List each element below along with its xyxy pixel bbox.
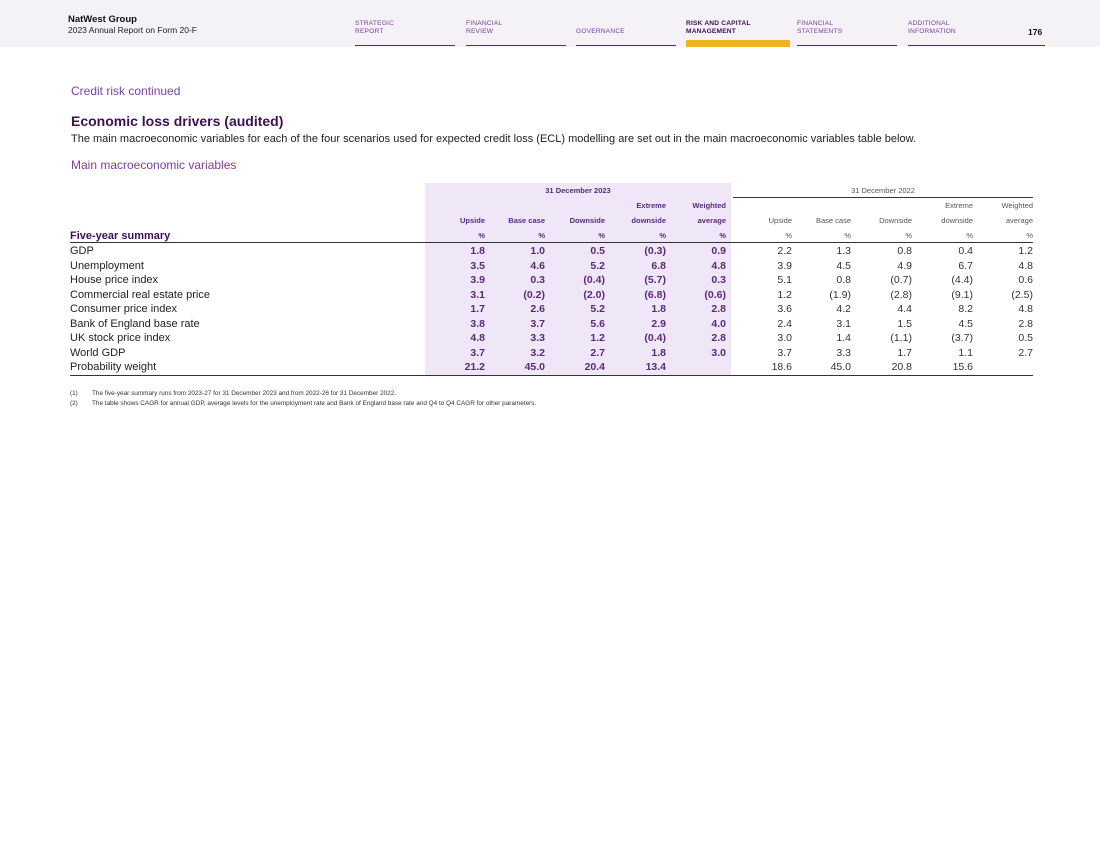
- cell-2023: 3.9: [470, 274, 485, 286]
- cell-2023: 4.8: [711, 259, 726, 272]
- cell-2022: 45.0: [830, 361, 851, 373]
- section-label: Credit risk continued: [71, 84, 181, 98]
- cell-2022: 4.8: [1018, 259, 1033, 272]
- header-bottom-rule: [70, 242, 1033, 243]
- column-header-line2: Upside: [768, 216, 792, 225]
- page-title: Economic loss drivers (audited): [71, 113, 284, 129]
- cell-2023: 4.8: [470, 332, 485, 344]
- row-header-label: Five-year summary: [70, 230, 171, 242]
- cell-2022: 3.3: [836, 346, 851, 359]
- footnotes: [70, 389, 536, 408]
- cell-2023: 1.0: [530, 245, 545, 257]
- cell-2022: 4.2: [836, 303, 851, 315]
- cell-2023: 2.8: [711, 303, 726, 315]
- cell-2022: 1.7: [897, 346, 912, 359]
- nav-label-line1: FINANCIAL: [466, 20, 503, 27]
- column-unit: %: [478, 231, 485, 240]
- row-label: Commercial real estate price: [70, 288, 210, 301]
- cell-2022: 2.2: [777, 245, 792, 257]
- table-row: [70, 260, 1033, 275]
- report-title: 2023 Annual Report on Form 20-F: [68, 25, 197, 35]
- footnote: [70, 389, 536, 399]
- cell-2022: 4.5: [958, 317, 973, 330]
- cell-2023: 5.2: [590, 259, 605, 272]
- cell-2023: 0.3: [711, 274, 726, 286]
- cell-2022: 1.5: [897, 317, 912, 330]
- column-unit: %: [538, 231, 545, 240]
- nav-label-line2: REPORT: [355, 27, 384, 35]
- cell-2023: 2.6: [530, 303, 545, 315]
- cell-2023: 0.3: [530, 274, 545, 286]
- period-header-2023: 31 December 2023: [545, 186, 611, 195]
- cell-2023: 2.7: [590, 346, 605, 359]
- nav-label-line1: ADDITIONAL: [908, 20, 950, 27]
- column-header-line1: Extreme: [945, 201, 973, 210]
- footnote-text: The table shows CAGR for annual GDP, average levels for the unemployment rate and Bank of England base rate and Q4 to Q4 CAGR for other parameters.: [92, 399, 537, 407]
- column-header-line2: Upside: [459, 216, 485, 225]
- column-unit: %: [785, 231, 792, 240]
- cell-2022: 1.1: [958, 346, 973, 359]
- table-row: [70, 347, 1033, 362]
- cell-2023: 3.5: [470, 259, 485, 272]
- footnote-marker: (2): [70, 399, 78, 407]
- cell-2023: (0.4): [583, 274, 605, 286]
- nav-underline: [797, 45, 897, 46]
- cell-2023: (6.8): [644, 288, 666, 301]
- cell-2022: 15.6: [952, 361, 973, 373]
- cell-2022: 0.6: [1018, 274, 1033, 286]
- column-header-line2: downside: [631, 216, 666, 225]
- column-header-line2: Base case: [508, 216, 545, 225]
- column-header-line2: Downside: [879, 216, 912, 225]
- column-unit: %: [719, 231, 726, 240]
- cell-2022: (1.9): [829, 288, 851, 301]
- column-header-line2: Base case: [815, 216, 851, 225]
- cell-2023: 20.4: [584, 361, 605, 373]
- cell-2023: 2.8: [711, 332, 726, 344]
- cell-2023: 3.8: [470, 317, 485, 330]
- cell-2023: (0.6): [704, 288, 726, 301]
- cell-2023: (0.4): [644, 332, 666, 344]
- cell-2022: 2.8: [1018, 317, 1033, 330]
- row-label: World GDP: [70, 346, 126, 359]
- nav-label-line2: GOVERNANCE: [576, 27, 625, 35]
- company-name: NatWest Group: [68, 14, 137, 25]
- cell-2022: (4.4): [951, 274, 973, 286]
- column-header-line2: average: [697, 216, 726, 225]
- table-row: [70, 274, 1033, 289]
- cell-2023: (0.2): [523, 288, 545, 301]
- cell-2022: (2.8): [890, 288, 912, 301]
- cell-2022: 0.8: [897, 245, 912, 257]
- cell-2022: 4.8: [1018, 303, 1033, 315]
- table-row: [70, 289, 1033, 304]
- cell-2023: 3.7: [470, 346, 485, 359]
- cell-2022: 3.1: [836, 317, 851, 330]
- column-unit: %: [905, 231, 912, 240]
- cell-2022: 5.1: [777, 274, 792, 286]
- footnote: [70, 399, 536, 409]
- cell-2023: (2.0): [583, 288, 605, 301]
- column-header-line1: Weighted: [1001, 201, 1033, 210]
- table-row: [70, 245, 1033, 260]
- nav-label-line2: REVIEW: [466, 27, 494, 35]
- nav-underline: [466, 45, 566, 46]
- cell-2022: 0.8: [836, 274, 851, 286]
- row-label: Consumer price index: [70, 303, 177, 315]
- period-header-2022: 31 December 2022: [851, 186, 915, 195]
- cell-2023: 0.9: [711, 245, 726, 257]
- table-row: [70, 318, 1033, 333]
- footnote-text: The five-year summary runs from 2023-27 for 31 December 2023 and from 2022-26 for 31 December 2022.: [92, 390, 397, 397]
- cell-2023: 1.7: [470, 303, 485, 315]
- cell-2022: 1.2: [777, 288, 792, 301]
- nav-underline: [355, 45, 455, 46]
- cell-2023: 1.8: [470, 245, 485, 257]
- row-label: GDP: [70, 245, 94, 257]
- column-unit: %: [659, 231, 666, 240]
- cell-2023: 0.5: [590, 245, 605, 257]
- table-row: [70, 332, 1033, 347]
- period-rule-2022: [733, 197, 1033, 198]
- cell-2023: 45.0: [524, 361, 545, 373]
- nav-active-indicator: [686, 40, 790, 47]
- cell-2022: 6.7: [958, 259, 973, 272]
- cell-2022: 3.0: [777, 332, 792, 344]
- column-header-line1: Weighted: [692, 201, 726, 210]
- cell-2022: 3.7: [777, 346, 792, 359]
- nav-label-line1: RISK AND CAPITAL: [686, 20, 751, 27]
- row-label: Probability weight: [70, 361, 157, 373]
- cell-2022: 18.6: [771, 361, 792, 373]
- column-header-line2: downside: [941, 216, 973, 225]
- cell-2023: 2.9: [651, 317, 666, 330]
- cell-2022: 1.2: [1018, 245, 1033, 257]
- cell-2022: (2.5): [1011, 288, 1033, 301]
- cell-2022: 8.2: [958, 303, 973, 315]
- cell-2022: (1.1): [890, 332, 912, 344]
- cell-2023: 4.0: [711, 317, 726, 330]
- row-label: UK stock price index: [70, 332, 171, 344]
- column-unit: %: [598, 231, 605, 240]
- cell-2022: (9.1): [951, 288, 973, 301]
- cell-2023: 3.2: [530, 346, 545, 359]
- cell-2023: 3.7: [530, 317, 545, 330]
- cell-2022: 2.4: [777, 317, 792, 330]
- nav-label-line1: FINANCIAL: [797, 20, 834, 27]
- cell-2023: 5.6: [590, 317, 605, 330]
- row-label: House price index: [70, 274, 159, 286]
- cell-2023: (5.7): [644, 274, 666, 286]
- column-unit: %: [844, 231, 851, 240]
- column-unit: %: [966, 231, 973, 240]
- cell-2022: 0.5: [1018, 332, 1033, 344]
- cell-2023: 5.2: [590, 303, 605, 315]
- cell-2023: 1.2: [590, 332, 605, 344]
- cell-2022: 4.5: [836, 259, 851, 272]
- cell-2022: 1.3: [836, 245, 851, 257]
- cell-2022: (0.7): [890, 274, 912, 286]
- cell-2022: 0.4: [958, 245, 973, 257]
- table-row: [70, 303, 1033, 318]
- cell-2022: 4.4: [897, 303, 912, 315]
- cell-2023: 4.6: [530, 259, 545, 272]
- row-label: Bank of England base rate: [70, 317, 200, 330]
- cell-2022: 3.9: [777, 259, 792, 272]
- cell-2022: 3.6: [777, 303, 792, 315]
- brand-block: [68, 15, 197, 36]
- column-header-line1: Extreme: [636, 201, 666, 210]
- nav-label-line2: STATEMENTS: [797, 27, 843, 35]
- nav-underline: [908, 45, 1045, 46]
- row-label: Unemployment: [70, 259, 144, 272]
- cell-2022: 2.7: [1018, 346, 1033, 359]
- cell-2023: 13.4: [645, 361, 666, 373]
- cell-2023: 3.3: [530, 332, 545, 344]
- cell-2022: 4.9: [897, 259, 912, 272]
- nav-label-line2: INFORMATION: [908, 27, 956, 35]
- page-header: [0, 0, 1100, 47]
- cell-2023: 3.0: [711, 346, 726, 359]
- table-heading: Main macroeconomic variables: [71, 158, 237, 172]
- column-unit: %: [1026, 231, 1033, 240]
- cell-2023: (0.3): [644, 245, 666, 257]
- cell-2022: 1.4: [836, 332, 851, 344]
- column-header-line2: Downside: [569, 216, 605, 225]
- table-row: [70, 361, 1033, 376]
- column-header-line2: average: [1005, 216, 1033, 225]
- nav-label-line2: MANAGEMENT: [686, 27, 736, 35]
- intro-paragraph: The main macroeconomic variables for each of the four scenarios used for expected credit loss (ECL) modelling are set out in the main macroeconomic variables table below.: [71, 133, 916, 145]
- cell-2023: 3.1: [470, 288, 485, 301]
- cell-2022: (3.7): [951, 332, 973, 344]
- page-number: 176: [1028, 27, 1043, 37]
- nav-underline: [576, 45, 676, 46]
- nav-label-line1: STRATEGIC: [355, 20, 395, 27]
- cell-2023: 1.8: [651, 303, 666, 315]
- cell-2023: 21.2: [464, 361, 485, 373]
- cell-2022: 20.8: [891, 361, 912, 373]
- footnote-marker: (1): [70, 390, 78, 397]
- cell-2023: 1.8: [651, 346, 666, 359]
- cell-2023: 6.8: [651, 259, 666, 272]
